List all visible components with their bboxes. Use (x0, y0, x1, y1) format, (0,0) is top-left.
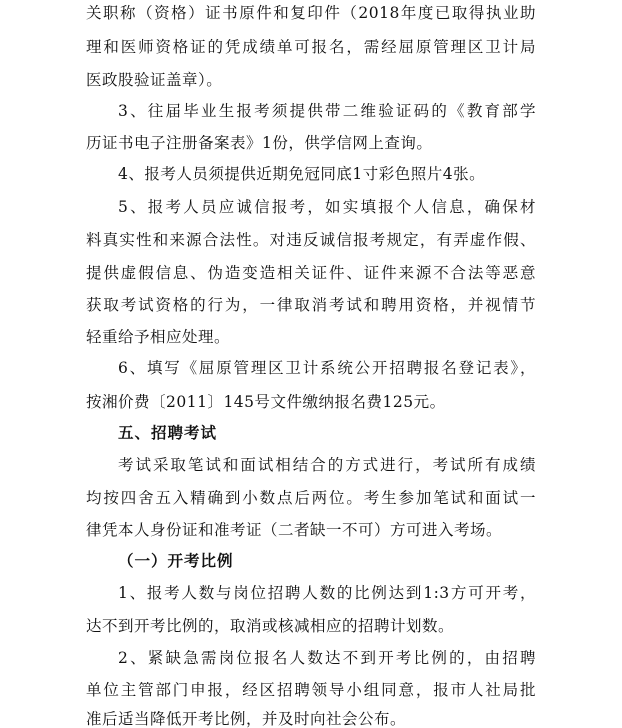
paragraph-line: 1、报考人数与岗位招聘人数的比例达到1:3方可开考， (118, 584, 536, 602)
paragraph-line: 4、报考人员须提供近期免冠同底1寸彩色照片4张。 (118, 165, 486, 183)
paragraph-line: 轻重给予相应处理。 (86, 328, 231, 346)
paragraph-line: 获取考试资格的行为，一律取消考试和聘用资格，并视情节 (86, 296, 536, 314)
paragraph-line: 单位主管部门申报，经区招聘领导小组同意，报市人社局批 (86, 681, 536, 699)
section-heading: 五、招聘考试 (118, 424, 218, 442)
subsection-heading: （一）开考比例 (118, 552, 234, 570)
paragraph-line: 6、填写《屈原管理区卫计系统公开招聘报名登记表》， (118, 359, 536, 377)
paragraph-line: 历证书电子注册备案表》1份，供学信网上查询。 (86, 134, 433, 152)
paragraph-line: 准后适当降低开考比例，并及时向社会公布。 (86, 710, 407, 728)
paragraph-line: 提供虚假信息、伪造变造相关证件、证件来源不合法等恶意 (86, 264, 536, 282)
paragraph-line: 考试采取笔试和面试相结合的方式进行，考试所有成绩 (118, 456, 536, 474)
paragraph-line: 理和医师资格证的凭成绩单可报名，需经屈原管理区卫计局 (86, 38, 536, 56)
paragraph-line: 关职称（资格）证书原件和复印件（2018年度已取得执业助 (86, 4, 536, 22)
paragraph-line: 按湘价费〔2011〕145号文件缴纳报名费125元。 (86, 393, 446, 411)
paragraph-line: 达不到开考比例的，取消或核减相应的招聘计划数。 (86, 617, 455, 635)
paragraph-line: 5、报考人员应诚信报考，如实填报个人信息，确保材 (118, 198, 536, 216)
paragraph-line: 均按四舍五入精确到小数点后两位。考生参加笔试和面试一 (86, 489, 536, 507)
paragraph-line: 3、往届毕业生报考须提供带二维验证码的《教育部学 (118, 102, 536, 120)
paragraph-line: 2、紧缺急需岗位报名人数达不到开考比例的，由招聘 (118, 649, 536, 667)
paragraph-line: 律凭本人身份证和准考证（二者缺一不可）方可进入考场。 (86, 521, 503, 539)
paragraph-line: 料真实性和来源合法性。对违反诚信报考规定，有弄虚作假、 (86, 231, 536, 249)
paragraph-line: 医政股验证盖章）。 (86, 71, 223, 89)
